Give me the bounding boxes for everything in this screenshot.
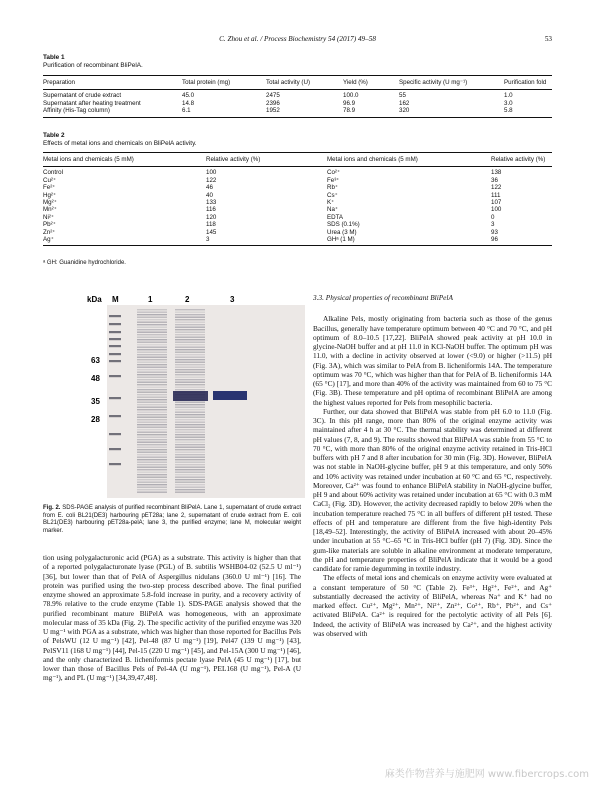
lane1-band <box>137 357 167 358</box>
table-cell: 6.1 <box>182 107 266 117</box>
table-cell: Supernatant of crude extract <box>43 92 122 100</box>
lane1-band <box>137 349 167 350</box>
table-cell: Fe³⁺ <box>327 176 340 184</box>
lane2-band <box>175 334 205 335</box>
table2 <box>43 152 552 246</box>
table-cell: 100.0 <box>343 92 359 100</box>
table-cell: 14.8 <box>182 99 195 107</box>
right-paragraph-3: The effects of metal ions and chemicals on enzyme activity were evaluated at a constant temperature of 50 °C (Table 2). Fe³⁺, Hg²⁺, Fe²⁺, and Ag⁺ substantially decreased the activity of BliPelA, whereas Na⁺ and K⁺ had no marked effect. Cu²⁺, Mg²⁺, Mn²⁺, Ni²⁺, Zn²⁺, Co²⁺, Rb⁺, Pb²⁺, and Cs⁺ activated BliPelA. Ca²⁺ is required for the pectolytic activity of all Pels [6]. Indeed, the activity of BliPelA was increased by Ca²⁺, and the highest activity was observed with <box>313 573 552 638</box>
lane1-band <box>137 442 167 443</box>
lane1-band <box>137 462 167 463</box>
table-cell: Hg²⁺ <box>43 191 57 199</box>
table-cell: 36 <box>491 176 498 184</box>
table1-header-cell: Purification fold <box>504 76 552 90</box>
table-cell: Supernatant after heating treatment <box>43 99 141 107</box>
lane2-band <box>175 492 205 493</box>
lane2-band <box>175 337 205 338</box>
lane2-band <box>175 429 205 430</box>
lane2-band <box>175 419 205 420</box>
lane2-band <box>175 352 205 353</box>
lane1-band <box>137 342 167 343</box>
lane1-band <box>137 422 167 423</box>
lane1-band <box>137 484 167 485</box>
lane1-band <box>137 314 167 315</box>
marker-band <box>109 397 121 399</box>
lane1-band <box>137 372 167 373</box>
table-cell: 5.8 <box>504 107 552 117</box>
table-cell: 120 <box>206 213 217 221</box>
table-row <box>43 90 552 100</box>
table-cell: 3 <box>206 236 327 246</box>
lane2-band <box>175 487 205 488</box>
table-cell: 0 <box>491 213 495 221</box>
marker-band <box>109 331 121 333</box>
table-row <box>43 167 552 177</box>
lane1-band <box>137 489 167 490</box>
lane2-band <box>175 374 205 375</box>
lane1-band <box>137 449 167 450</box>
table-cell: 40 <box>206 191 213 199</box>
lane1-band <box>137 429 167 430</box>
table-row <box>43 100 552 107</box>
lane2-band <box>175 464 205 465</box>
running-header <box>43 35 552 47</box>
gel-lane-label-2: 2 <box>185 295 190 304</box>
lane1-band <box>137 407 167 408</box>
lane1-band <box>137 447 167 448</box>
table2-caption <box>43 132 197 148</box>
marker-label-35: 35 <box>91 397 100 406</box>
lane1-band <box>137 382 167 383</box>
figure2-caption <box>43 505 301 535</box>
lane2-band <box>175 324 205 325</box>
lane1-band <box>137 439 167 440</box>
lane2-band <box>175 364 205 365</box>
marker-label-48: 48 <box>91 374 100 383</box>
lane2-band <box>175 479 205 480</box>
table-row <box>43 229 552 236</box>
lane1-band <box>137 412 167 413</box>
section-heading: 3.3. Physical properties of recombinant BliPelA <box>313 293 453 302</box>
lane1-band <box>137 474 167 475</box>
lane2-band <box>175 469 205 470</box>
table-cell: 122 <box>206 176 217 184</box>
table-cell: Mn²⁺ <box>43 206 57 214</box>
table-cell: 100 <box>491 206 502 214</box>
lane2-band <box>175 449 205 450</box>
marker-band <box>109 375 121 377</box>
lane1-band <box>137 384 167 385</box>
lane1-band <box>137 324 167 325</box>
marker-label-28: 28 <box>91 415 100 424</box>
lane1-band <box>137 482 167 483</box>
lane1-band <box>137 312 167 313</box>
lane2-band <box>175 322 205 323</box>
lane2-band <box>175 452 205 453</box>
lane2-band <box>175 457 205 458</box>
lane2-band <box>175 387 205 388</box>
figure2-caption-label: Fig. 2. <box>43 505 61 511</box>
table-cell: 100 <box>206 169 217 177</box>
table2-label: Table 2 <box>43 132 65 139</box>
lane2-overexpressed-band <box>173 391 208 401</box>
gel-lane-label-1: 1 <box>148 295 153 304</box>
right-paragraph-1: Alkaline Pels, mostly originating from bacteria such as those of the genus Bacillus, generally have temperature optimum between 40 °C and 70 °C, and pH optimum of 8.0–10.5 [17,22]. BliPelA showed peak activity at pH 10.0 in glycine-NaOH buffer and at pH 11.0 in KCl-NaOH buffer. The optimum pH was 11.0, with a decline in activity observed at lower (<9.0) or higher (>11.5) pH (Fig. 3A), which was similar to PelA from B. licheniformis 14A. The temperature optimum was 70 °C, which was higher than that for PelA of B. licheniformis 14A (65 °C) [17], and more than 40% of the activity was maintained from 60 to 75 °C (Fig. 3B). These temperature and pH optima of recombinant BliPelA are among the highest values reported for Pels from mesophilic bacteria. <box>313 314 552 407</box>
table-row <box>43 236 552 246</box>
lane2-band <box>175 482 205 483</box>
gel-kda-label: kDa <box>87 295 102 304</box>
table1 <box>43 75 552 118</box>
lane1-band <box>137 347 167 348</box>
gel-lane-label-m: M <box>112 295 119 304</box>
table-cell: Mg²⁺ <box>43 199 57 207</box>
lane2-band <box>175 384 205 385</box>
lane2-band <box>175 422 205 423</box>
table-cell: Co²⁺ <box>327 169 341 177</box>
lane2-band <box>175 407 205 408</box>
table-cell: 118 <box>206 221 216 229</box>
lane1-band <box>137 309 167 310</box>
lane2-band <box>175 404 205 405</box>
table-cell: GHᵃ (1 M) <box>327 236 491 246</box>
table-cell: 1952 <box>266 107 343 117</box>
marker-band <box>109 463 121 465</box>
lane1-band <box>137 467 167 468</box>
lane2-band <box>175 332 205 333</box>
lane2-band <box>175 472 205 473</box>
table-cell: EDTA <box>327 213 344 221</box>
marker-band <box>109 323 121 325</box>
lane1-band <box>137 464 167 465</box>
table-cell: 3.0 <box>504 99 513 107</box>
lane1-band <box>137 322 167 323</box>
lane1-band <box>137 457 167 458</box>
lane2-band <box>175 442 205 443</box>
table2-header-row <box>43 153 552 167</box>
lane2-band <box>175 342 205 343</box>
lane2-band <box>175 372 205 373</box>
table1-header-cell: Specific activity (U mg⁻¹) <box>399 76 504 90</box>
lane2-band <box>175 402 205 403</box>
lane1-band <box>137 344 167 345</box>
marker-band <box>109 360 121 362</box>
table-row <box>43 107 552 117</box>
lane2-band <box>175 329 205 330</box>
table1-title: Purification of recombinant BliPelA. <box>43 62 143 69</box>
lane2-band <box>175 379 205 380</box>
table-row <box>43 221 552 228</box>
lane1-band <box>137 492 167 493</box>
table1-caption <box>43 54 143 70</box>
table-cell: 116 <box>206 206 216 214</box>
lane2-band <box>175 312 205 313</box>
lane2-band <box>175 382 205 383</box>
lane3-purified-band <box>213 391 247 400</box>
lane2-band <box>175 412 205 413</box>
lane1-band <box>137 332 167 333</box>
table-cell: 2396 <box>266 99 280 107</box>
table2-title: Effects of metal ions and chemicals on BliPelA activity. <box>43 140 197 147</box>
table-cell: Cu²⁺ <box>43 176 57 184</box>
lane2-band <box>175 447 205 448</box>
lane2-band <box>175 354 205 355</box>
lane1-band <box>137 359 167 360</box>
lane1-band <box>137 409 167 410</box>
lane1-band <box>137 452 167 453</box>
watermark: 麻类作物营养与施肥网 www.fibercrops.com <box>384 769 589 780</box>
lane1-band <box>137 427 167 428</box>
lane1-band <box>137 362 167 363</box>
lane1-band <box>137 454 167 455</box>
gel-lane-label-3: 3 <box>230 295 235 304</box>
page-number: 53 <box>544 35 552 43</box>
lane2-band <box>175 437 205 438</box>
table-cell: 138 <box>491 169 502 177</box>
lane2-band <box>175 389 205 390</box>
lane2-band <box>175 459 205 460</box>
lane1-band <box>137 327 167 328</box>
marker-band <box>109 353 121 355</box>
table-cell: Na⁺ <box>327 206 339 214</box>
table-cell: 133 <box>206 199 217 207</box>
lane1-band <box>137 432 167 433</box>
table-cell: Pb²⁺ <box>43 221 56 229</box>
right-column-text <box>313 293 552 638</box>
lane1-band <box>137 379 167 380</box>
lane1-band <box>137 354 167 355</box>
sds-page-gel-figure <box>85 293 305 500</box>
lane1-band <box>137 434 167 435</box>
table1-header-row <box>43 76 552 90</box>
lane2-band <box>175 349 205 350</box>
marker-band <box>109 448 121 450</box>
lane1-band <box>137 404 167 405</box>
table-cell: 96 <box>491 236 552 246</box>
table-cell: Affinity (His-Tag column) <box>43 107 182 117</box>
lane2-band <box>175 317 205 318</box>
lane1-band <box>137 334 167 335</box>
figure2-caption-text: SDS-PAGE analysis of purified recombinant BliPelA. Lane 1, supernatant of crude extract from E. coli BL21(DE3) harbouring pET28a; lane 2, supernatant of crude extract from E. coli BL21(DE3) harbouring pET28a-pelA; lane 3, the purified enzyme; lane M, molecular weight marker. <box>43 505 301 534</box>
lane1-band <box>137 487 167 488</box>
marker-band <box>109 433 121 435</box>
lane2-band <box>175 367 205 368</box>
table-cell: Fe²⁺ <box>43 184 56 192</box>
table-cell: Ag⁺ <box>43 236 206 246</box>
table-cell: 320 <box>399 107 504 117</box>
table-cell: Zn²⁺ <box>43 228 56 236</box>
table1-header-cell: Total protein (mg) <box>182 76 266 90</box>
lane2-band <box>175 357 205 358</box>
lane2-band <box>175 427 205 428</box>
gel-background <box>107 305 305 498</box>
lane2-band <box>175 434 205 435</box>
lane1-band <box>137 329 167 330</box>
table-cell: 2475 <box>266 92 280 100</box>
table-row <box>43 199 552 206</box>
lane2-band <box>175 489 205 490</box>
table-cell: Urea (3 M) <box>327 228 357 236</box>
lane2-band <box>175 314 205 315</box>
lane1-band <box>137 319 167 320</box>
lane2-band <box>175 432 205 433</box>
table-row <box>43 214 552 221</box>
lane1-band <box>137 317 167 318</box>
lane2-band <box>175 484 205 485</box>
marker-band <box>109 345 121 347</box>
table1-header-cell: Yield (%) <box>343 76 399 90</box>
lane2-band <box>175 377 205 378</box>
lane1-band <box>137 444 167 445</box>
table-cell: 78.9 <box>343 107 399 117</box>
lane2-band <box>175 474 205 475</box>
lane1-band <box>137 479 167 480</box>
lane1-band <box>137 352 167 353</box>
table1-header-cell: Preparation <box>43 76 182 90</box>
lane1-band <box>137 424 167 425</box>
lane1-band <box>137 472 167 473</box>
lane2-band <box>175 424 205 425</box>
table1-header-cell: Total activity (U) <box>266 76 343 90</box>
lane2-band <box>175 409 205 410</box>
lane2-band <box>175 362 205 363</box>
lane2-band <box>175 309 205 310</box>
right-paragraph-2: Further, our data showed that BliPelA was stable from pH 6.0 to 11.0 (Fig. 3C). In this pH range, more than 80% of the original enzyme activity was maintained after 4 h at 30 °C. The thermal stability was determined at different pH values (7, 8, and 9). The results showed that BliPelA was stable from 55 °C to 70 °C, with more than 80% of the original enzyme activity retained in Tris-HCl buffers with pH 7 and 8 after incubation for 30 min (Fig. 3D). However, BliPelA was not stable in NaOH-glycine buffer, pH 9 at this temperature, and only 50% and 10% activity was retained under incubation at 60 °C and 65 °C, respectively. Moreover, Ca²⁺ was found to enhance BliPelA stability in NaOH-glycine buffer, pH 9 and about 60% activity was retained under incubation at 65 °C with 0.3 mM CaCl₂ (Fig. 3D). However, the activity decreased rapidly to below 20% when the incubation temperature reached 75 °C in all buffers of different pH tested. These effects of pH and temperature are different from the five high-identity Pels [18,49–52]. Interestingly, the activity of BliPelA increased with about 20–45% under incubation at 55 °C–65 °C in Tris-HCl buffer (pH 7) (Fig. 3D). Since the gum-like materials are soluble in alkaline environment at moderate temperature, the pH and temperature properties of BliPelA indicate that it would be a good candidate for ramie degumming in textile industry. <box>313 406 552 573</box>
lane1-band <box>137 402 167 403</box>
table-cell: 3 <box>491 221 495 229</box>
table-cell: Rb⁺ <box>327 184 339 192</box>
table2-footnote: ᵃ GH: Guanidine hydrochloride. <box>43 260 126 266</box>
lane1-band <box>137 337 167 338</box>
lane2-band <box>175 444 205 445</box>
table-row <box>43 192 552 199</box>
table-cell: 162 <box>399 99 410 107</box>
table2-header-cell: Relative activity (%) <box>206 153 327 167</box>
lane1-band <box>137 469 167 470</box>
table2-header-cell: Metal ions and chemicals (5 mM) <box>43 153 206 167</box>
lane1-band <box>137 377 167 378</box>
left-column-text <box>43 553 301 683</box>
table-row <box>43 206 552 213</box>
lane1-band <box>137 437 167 438</box>
lane1-band <box>137 414 167 415</box>
table-cell: 122 <box>491 184 502 192</box>
table1-label: Table 1 <box>43 54 65 61</box>
marker-label-63: 63 <box>91 356 100 365</box>
lane2-band <box>175 347 205 348</box>
lane1-band <box>137 387 167 388</box>
table-cell: K⁺ <box>327 199 335 207</box>
lane2-band <box>175 462 205 463</box>
lane1-band <box>137 392 167 393</box>
table-cell: 1.0 <box>504 92 513 100</box>
lane2-band <box>175 417 205 418</box>
table-cell: 55 <box>399 92 406 100</box>
lane2-band <box>175 344 205 345</box>
lane2-band <box>175 369 205 370</box>
lane2-band <box>175 454 205 455</box>
lane2-band <box>175 327 205 328</box>
table2-header-cell: Metal ions and chemicals (5 mM) <box>327 153 491 167</box>
table-cell: Control <box>43 169 63 177</box>
table-cell: SDS (0.1%) <box>327 221 360 229</box>
table-cell: Ni²⁺ <box>43 213 55 221</box>
lane1-band <box>137 364 167 365</box>
marker-band <box>109 415 121 417</box>
lane1-band <box>137 417 167 418</box>
lane1-band <box>137 369 167 370</box>
table-cell: 45.0 <box>182 92 195 100</box>
lane1-band <box>137 389 167 390</box>
lane2-band <box>175 339 205 340</box>
table-cell: Cs⁺ <box>327 191 338 199</box>
table-row <box>43 177 552 184</box>
lane1-band <box>137 367 167 368</box>
table-cell: 145 <box>206 228 217 236</box>
lane1-band <box>137 397 167 398</box>
table2-header-cell: Relative activity (%) <box>491 153 552 167</box>
lane1-band <box>137 477 167 478</box>
marker-band <box>109 315 121 317</box>
table-cell: 46 <box>206 184 213 192</box>
left-paragraph: tion using polygalacturonic acid (PGA) as a substrate. This activity is higher than that of a reported polygalacturonate lyase (PGL) of B. subtilis WSHB04-02 (52.5 U ml⁻¹) [36], but lower than that of PelA of Aspergillus nidulans (360.0 U ml⁻¹) [16]. The protein was purified using the two-step process described above. The final purified enzyme showed an approximate 5.8-fold increase in purity, and a recovery activity of 78.9% relative to the crude enzyme (Table 1). SDS-PAGE analysis showed that the purified recombinant mature BliPelA was homogeneous, with an approximate molecular mass of 35 kDa (Fig. 2). The specific activity of the purified enzyme was 320 U mg⁻¹ with PGA as a substrate, which was higher than those reported for Bacillus Pels of PelsWU (12 U mg⁻¹) [42], Pel-48 (87 U mg⁻¹) [19], Pel47 (139 U mg⁻¹) [43], PelSV11 (168 U mg⁻¹) [44], Pel-15 (220 U mg⁻¹) [45], and Pel-15A (300 U mg⁻¹) [46], and the only characterized B. licheniformis pectate lyase PelA (45 U mg⁻¹) [17], but lower than those of Bacillus Pels of Pel-4A (U mg⁻¹), PEL168 (U mg⁻¹), Pel-A (U mg⁻¹), and PL (U mg⁻¹) [34,39,47,48]. <box>43 553 301 683</box>
lane2-band <box>175 439 205 440</box>
lane2-band <box>175 477 205 478</box>
lane1-band <box>137 394 167 395</box>
table-cell: 107 <box>491 199 502 207</box>
lane2-band <box>175 319 205 320</box>
lane1-band <box>137 339 167 340</box>
lane2-band <box>175 359 205 360</box>
lane2-band <box>175 467 205 468</box>
lane1-band <box>137 399 167 400</box>
lane1-band <box>137 374 167 375</box>
journal-citation: C. Zhou et al. / Process Biochemistry 54 (2017) 49–58 <box>219 35 376 43</box>
lane2-band <box>175 414 205 415</box>
table-cell: 93 <box>491 228 498 236</box>
marker-band <box>109 338 121 340</box>
lane1-band <box>137 459 167 460</box>
table-cell: 111 <box>491 191 501 199</box>
table-row <box>43 184 552 191</box>
lane1-band <box>137 419 167 420</box>
table-cell: 96.9 <box>343 99 356 107</box>
